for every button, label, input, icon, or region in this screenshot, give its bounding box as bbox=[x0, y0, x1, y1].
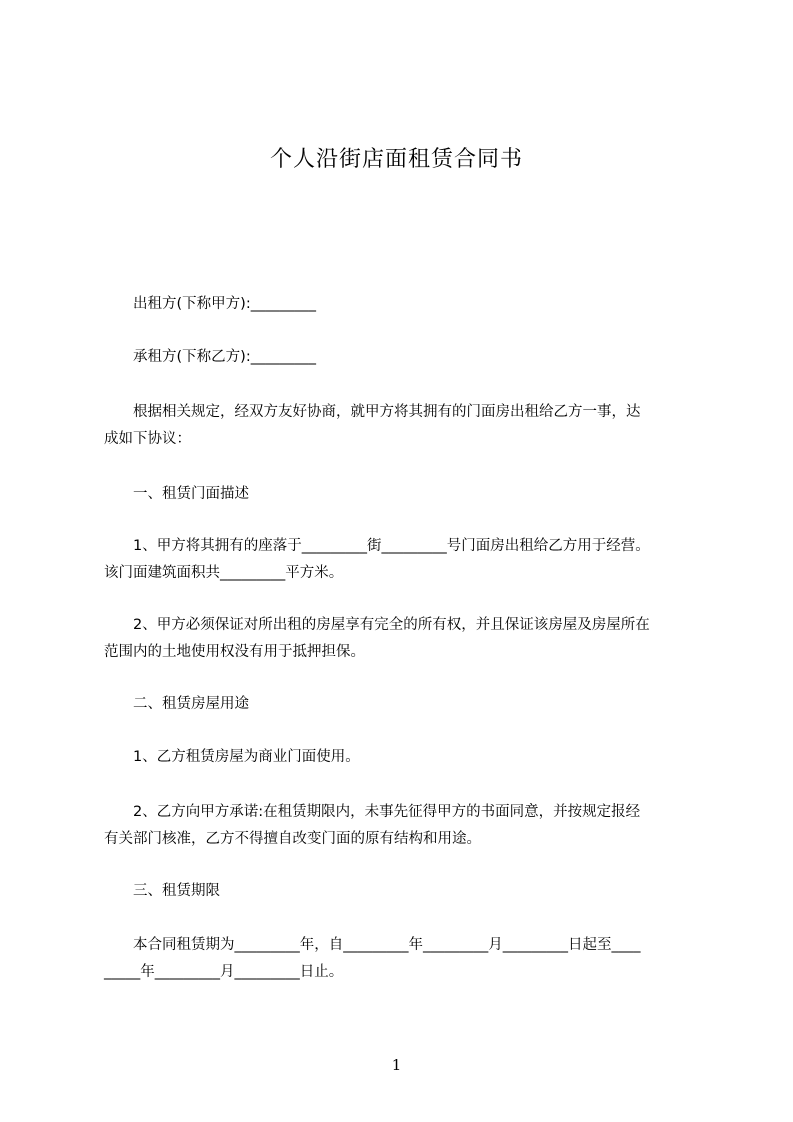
clause-1-1-line-2: 该门面建筑面积共_________平方米。 bbox=[104, 565, 344, 581]
clause-2-1: 1、乙方租赁房屋为商业门面使用。 bbox=[104, 749, 360, 765]
term-line-2: _____年_________月_________日止。 bbox=[104, 964, 344, 980]
clause-1-2-line-2: 范围内的土地使用权没有用于抵押担保。 bbox=[104, 644, 365, 660]
section-3-heading: 三、租赁期限 bbox=[104, 883, 220, 899]
preamble-line-1: 根据相关规定，经双方友好协商，就甲方将其拥有的门面房出租给乙方一事，达 bbox=[104, 404, 641, 420]
page-number: 1 bbox=[391, 1056, 402, 1074]
lessor-line: 出租方(下称甲方):_________ bbox=[104, 296, 316, 312]
clause-1-2-line-1: 2、甲方必须保证对所出租的房屋享有完全的所有权，并且保证该房屋及房屋所在 bbox=[104, 617, 650, 633]
section-1-heading: 一、租赁门面描述 bbox=[104, 486, 249, 502]
document-title: 个人沿街店面租赁合同书 bbox=[269, 147, 523, 172]
clause-1-1-line-1: 1、甲方将其拥有的座落于_________街_________号门面房出租给乙方用于经营。 bbox=[104, 538, 650, 554]
clause-2-2-line-1: 2、乙方向甲方承诺:在租赁期限内，未事先征得甲方的书面同意，并按规定报经 bbox=[104, 804, 641, 820]
clause-2-2-line-2: 有关部门核准，乙方不得擅自改变门面的原有结构和用途。 bbox=[104, 831, 481, 847]
preamble-line-2: 成如下协议： bbox=[104, 431, 191, 447]
section-2-heading: 二、租赁房屋用途 bbox=[104, 696, 249, 712]
lessee-line: 承租方(下称乙方):_________ bbox=[104, 349, 316, 365]
term-line-1: 本合同租赁期为_________年，自_________年_________月_________日起至____ bbox=[104, 937, 641, 953]
